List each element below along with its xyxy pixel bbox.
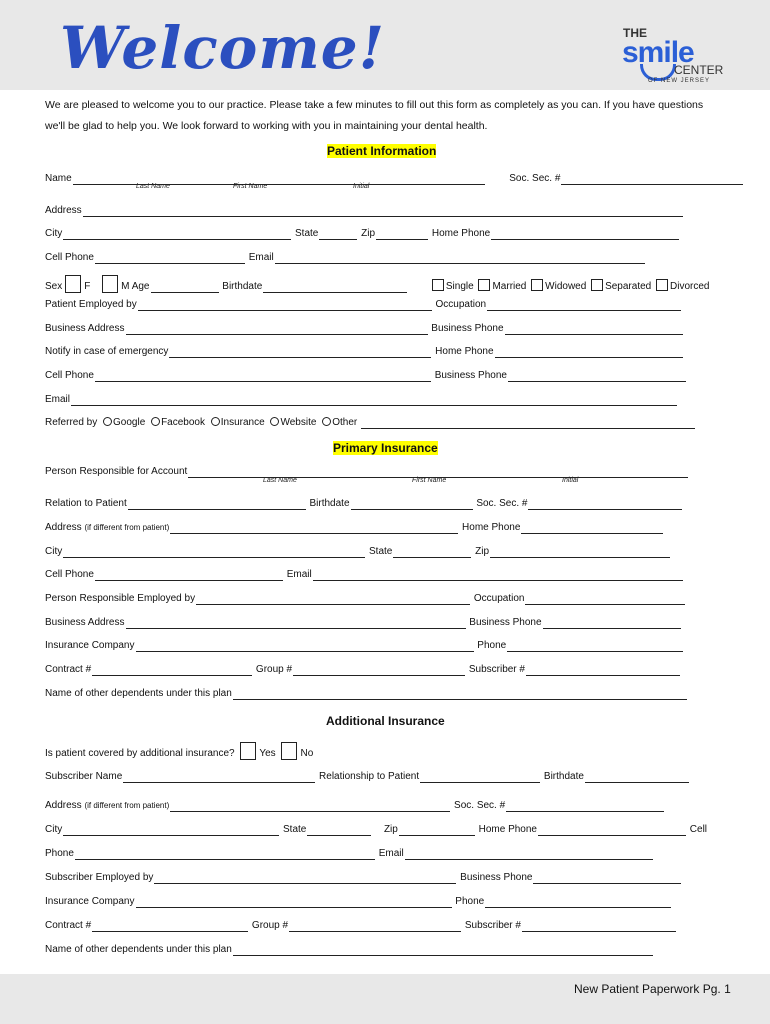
additional-birthdate-field[interactable] [585, 772, 689, 783]
covered-no-checkbox[interactable] [281, 742, 297, 760]
employed-by-field[interactable] [138, 300, 432, 311]
emergency-cell-row: Cell Phone Business Phone [45, 370, 687, 382]
primary-cell-row: Cell Phone Email [45, 569, 684, 581]
additional-phone-field[interactable] [75, 849, 375, 860]
primary-zip-field[interactable] [490, 547, 670, 558]
emergency-home-phone-field[interactable] [495, 347, 683, 358]
insurance-phone-field[interactable] [507, 641, 683, 652]
group-field[interactable] [293, 665, 465, 676]
additional-insurance-phone-field[interactable] [485, 897, 671, 908]
primary-business-phone-field[interactable] [543, 618, 681, 629]
state-field[interactable] [319, 229, 357, 240]
employed-row: Patient Employed by Occupation [45, 299, 682, 311]
contract-row: Contract # Group # Subscriber # [45, 664, 681, 676]
subscriber-field[interactable] [526, 665, 680, 676]
sex-f-checkbox[interactable] [65, 275, 81, 293]
name-field[interactable] [73, 174, 485, 185]
single-checkbox[interactable] [432, 279, 444, 291]
additional-contract-field[interactable] [92, 921, 248, 932]
insurance-company-field[interactable] [136, 641, 474, 652]
dependents-row: Name of other dependents under this plan [45, 688, 688, 700]
zip-field[interactable] [376, 229, 428, 240]
sex-row: Sex F M Age Birthdate Single Married Widowed Separated Divorced [45, 275, 709, 293]
additional-email-field[interactable] [405, 849, 653, 860]
primary-email-field[interactable] [313, 570, 683, 581]
cell-row: Cell Phone Email [45, 252, 646, 264]
additional-contract-row: Contract # Group # Subscriber # [45, 920, 677, 932]
covered-yes-checkbox[interactable] [240, 742, 256, 760]
primary-business-address-field[interactable] [126, 618, 466, 629]
relation-row: Relation to Patient Birthdate Soc. Sec. # [45, 498, 683, 510]
primary-city-row: City State Zip [45, 546, 671, 558]
additional-insurance-company-field[interactable] [136, 897, 452, 908]
birthdate-field[interactable] [263, 282, 407, 293]
covered-row: Is patient covered by additional insurance? Yes No [45, 742, 313, 760]
primary-birthdate-field[interactable] [351, 499, 473, 510]
primary-business-row: Business Address Business Phone [45, 617, 682, 629]
additional-city-field[interactable] [63, 825, 279, 836]
additional-home-phone-field[interactable] [538, 825, 686, 836]
intro-text: We are pleased to welcome you to our practice. Please take a few minutes to fill out this form as completely as you can. If you have questions we'll be glad to help you. We look forward to working with you in maintaining your dental health. [45, 99, 704, 132]
referred-row: Referred by Google Facebook Insurance Website Other [45, 417, 696, 429]
emergency-business-phone-field[interactable] [508, 371, 686, 382]
emergency-row: Notify in case of emergency Home Phone [45, 346, 684, 358]
primary-home-phone-field[interactable] [521, 523, 663, 534]
business-row: Business Address Business Phone [45, 323, 684, 335]
address-row: Address [45, 205, 684, 217]
primary-cell-field[interactable] [95, 570, 283, 581]
other-radio[interactable] [322, 417, 331, 426]
section-title-primary: Primary Insurance [333, 441, 438, 455]
primary-address-row: Address (if different from patient) Home Phone [45, 522, 664, 534]
additional-soc-sec-field[interactable] [506, 801, 664, 812]
primary-soc-sec-field[interactable] [528, 499, 682, 510]
divorced-checkbox[interactable] [656, 279, 668, 291]
relationship-field[interactable] [420, 772, 540, 783]
primary-employed-field[interactable] [196, 594, 470, 605]
subscriber-employed-field[interactable] [154, 873, 456, 884]
welcome-title: Welcome! [60, 14, 386, 82]
email-field[interactable] [275, 253, 645, 264]
separated-checkbox[interactable] [591, 279, 603, 291]
page-footer: New Patient Paperwork Pg. 1 [574, 982, 731, 996]
primary-employed-row: Person Responsible Employed by Occupation [45, 593, 686, 605]
married-checkbox[interactable] [478, 279, 490, 291]
additional-dependents-row: Name of other dependents under this plan [45, 944, 654, 956]
additional-phone-row: Phone Email [45, 848, 654, 860]
primary-state-field[interactable] [393, 547, 471, 558]
additional-state-field[interactable] [307, 825, 371, 836]
primary-occupation-field[interactable] [525, 594, 685, 605]
other-field[interactable] [361, 418, 695, 429]
additional-insurance-company-row: Insurance Company Phone [45, 896, 672, 908]
dependents-field[interactable] [233, 689, 687, 700]
city-field[interactable] [63, 229, 291, 240]
subscriber-name-field[interactable] [123, 772, 315, 783]
additional-business-phone-field[interactable] [533, 873, 681, 884]
primary-city-field[interactable] [63, 547, 365, 558]
business-address-field[interactable] [126, 324, 428, 335]
email2-field[interactable] [71, 395, 677, 406]
age-field[interactable] [151, 282, 219, 293]
section-title-additional: Additional Insurance [326, 714, 445, 728]
contract-field[interactable] [92, 665, 252, 676]
city-row: City State Zip Home Phone [45, 228, 680, 240]
additional-address-field[interactable] [170, 801, 450, 812]
soc-sec-field[interactable] [561, 174, 743, 185]
additional-address-row: Address (if different from patient) Soc. Sec. # [45, 800, 665, 812]
subscriber-name-row: Subscriber Name Relationship to Patient Birthdate [45, 771, 690, 783]
home-phone-field[interactable] [491, 229, 679, 240]
business-phone-field[interactable] [505, 324, 683, 335]
additional-group-field[interactable] [289, 921, 461, 932]
insurance-radio[interactable] [211, 417, 220, 426]
sex-m-checkbox[interactable] [102, 275, 118, 293]
smile-center-logo: THE smile CENTER OF NEW JERSEY [622, 26, 724, 84]
additional-zip-field[interactable] [399, 825, 475, 836]
relation-field[interactable] [128, 499, 306, 510]
insurance-company-row: Insurance Company Phone [45, 640, 684, 652]
occupation-field[interactable] [487, 300, 681, 311]
additional-city-row: City State Zip Home Phone Cell [45, 824, 708, 835]
name-row: Name Soc. Sec. # [45, 173, 744, 185]
address-field[interactable] [83, 206, 683, 217]
person-responsible-row: Person Responsible for Account [45, 466, 689, 478]
email2-row: Email [45, 394, 678, 406]
cell-phone-field[interactable] [95, 253, 245, 264]
subscriber-employed-row: Subscriber Employed by Business Phone [45, 872, 682, 884]
additional-dependents-field[interactable] [233, 945, 653, 956]
google-radio[interactable] [103, 417, 112, 426]
section-title-patient: Patient Information [327, 144, 437, 158]
facebook-radio[interactable] [151, 417, 160, 426]
website-radio[interactable] [270, 417, 279, 426]
emergency-cell-field[interactable] [95, 371, 431, 382]
emergency-field[interactable] [169, 347, 431, 358]
widowed-checkbox[interactable] [531, 279, 543, 291]
primary-address-field[interactable] [170, 523, 458, 534]
additional-subscriber-field[interactable] [522, 921, 676, 932]
